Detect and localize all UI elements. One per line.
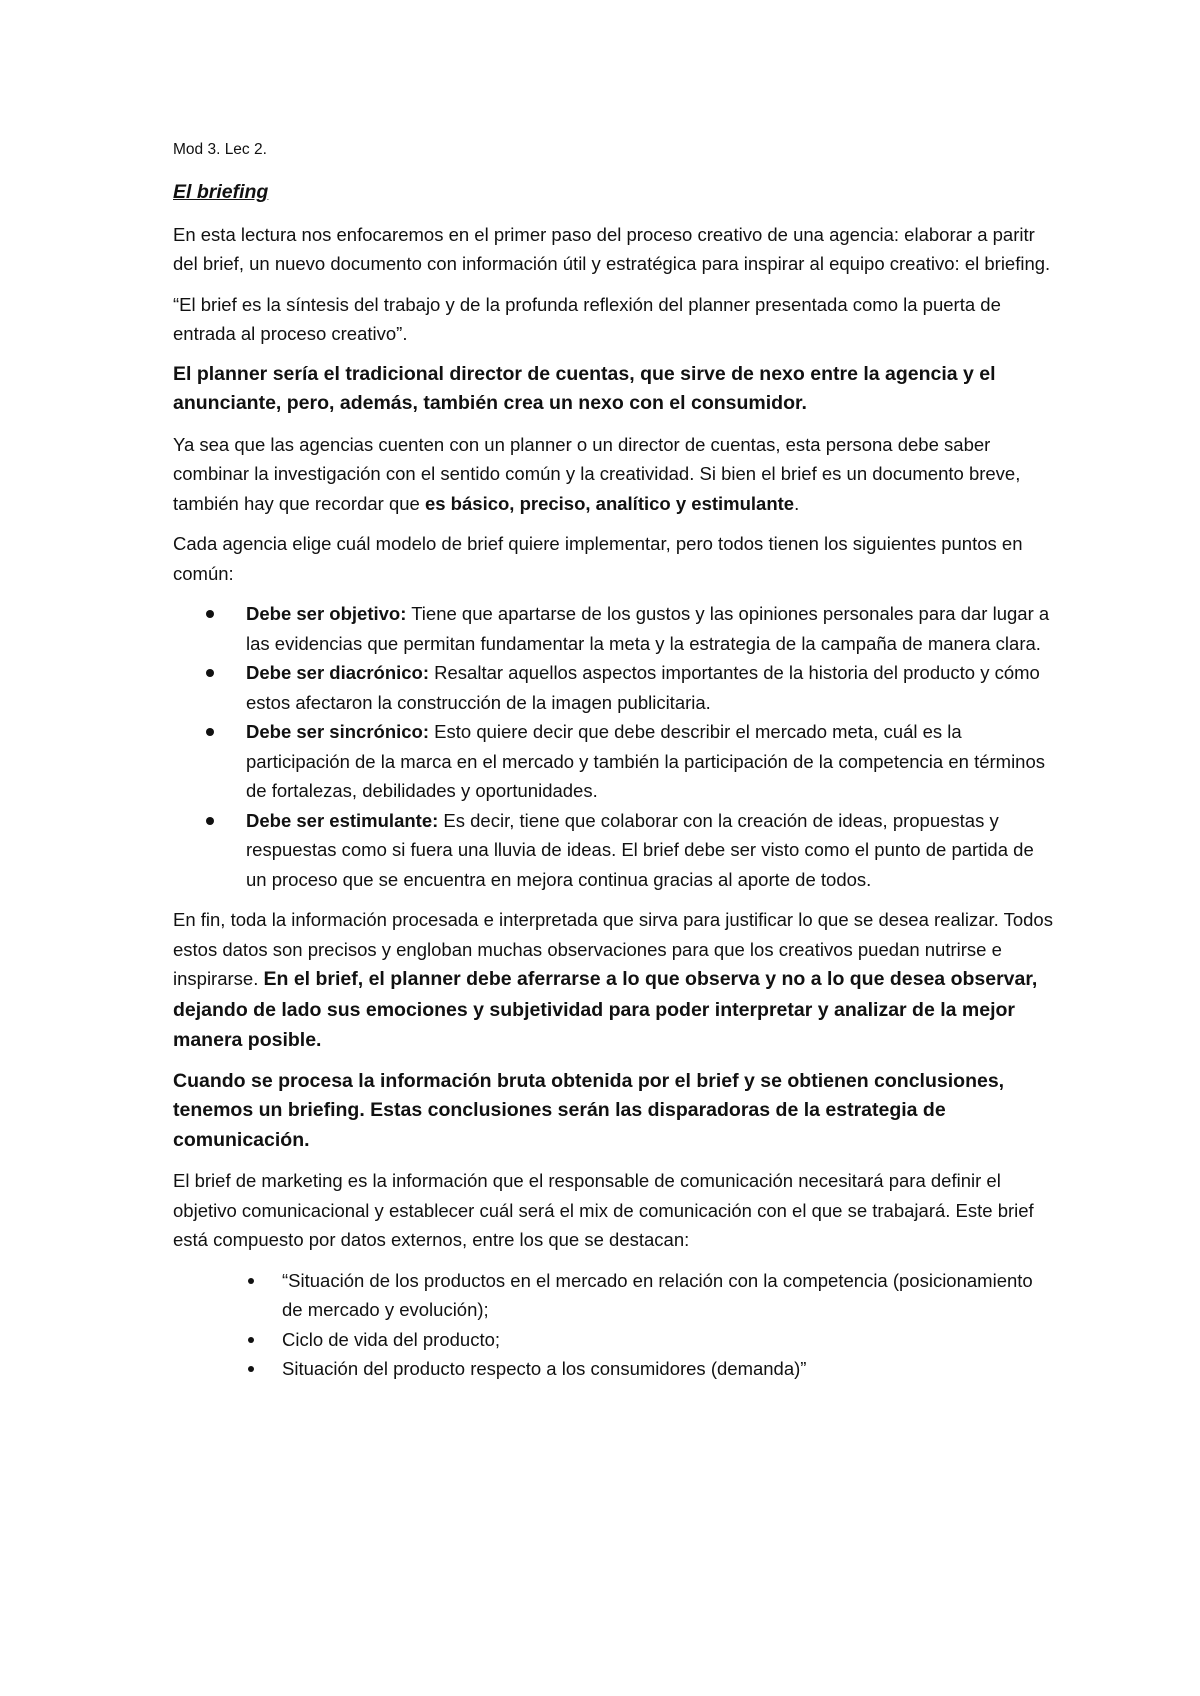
document-page [173,138,1053,1384]
list-item-text: Situación del producto respecto a los consumidores (demanda)” [282,1358,807,1379]
bullet-icon [206,728,214,736]
list-item-text: Resaltar aquellos aspectos importantes de la historia del producto y cómo estos afectaron la construcción de la imagen publicitaria. [246,662,1040,713]
bullet-icon [206,610,214,618]
list-item-label: Debe ser sincrónico: [246,721,430,742]
list-item-text: “Situación de los productos en el mercado en relación con la competencia (posicionamiento de mercado y evolución); [282,1269,1033,1320]
quote-paragraph: “El brief es la síntesis del trabajo y de la profunda reflexión del planner presentada como la puerta de entrada al proceso creativo”. [173,293,1001,344]
list-item [173,717,1053,806]
list-item-label: Debe ser diacrónico: [246,662,430,683]
features-list [173,599,1053,894]
bullet-icon [248,1337,254,1343]
list-item-text: Tiene que apartarse de los gustos y las opiniones personales para dar lugar a las evidencias que permitan fundamentar la meta y la estrategia de la campaña de manera clara. [246,603,1050,654]
marketing-brief-paragraph: El brief de marketing es la información que el responsable de comunicación necesitará para definir el objetivo comunicacional y establecer cuál será el mix de comunicación con el que se trabajará. Este brief está compuesto por datos externos, entre los que se destacan: [173,1170,1034,1250]
planner-description-paragraph [173,430,1053,519]
bullet-icon [206,817,214,825]
intro-paragraph: En esta lectura nos enfocaremos en el primer paso del proceso creativo de una agencia: elaborar a paritr del brief, un nuevo documento con información útil y estratégica para inspirar al equipo creativo: el briefing. [173,223,1051,274]
list-item [173,658,1053,717]
list-item [173,1354,1053,1384]
list-item [173,1325,1053,1355]
document-header: Mod 3. Lec 2. [173,141,267,158]
paragraph-bold-text: En el brief, el planner debe aferrarse a lo que observa y no a lo que desea observar, dejando de lado sus emociones y subjetividad para poder interpretar y analizar de la mejor manera posible. [173,968,1038,1051]
list-item-label: Debe ser estimulante: [246,809,439,831]
paragraph-text: Ya sea que las agencias cuenten con un planner o un director de cuentas, esta persona debe saber combinar la investigación con el sentido común y la creatividad. Si bien el brief es un documento breve, también hay que recordar que [173,433,1021,514]
bullet-icon [248,1366,254,1372]
document-title: El briefing [173,181,269,203]
conclusion-paragraph [173,905,1053,1056]
list-item [173,806,1053,895]
list-item [173,1266,1053,1325]
paragraph-text-end: . [794,492,800,514]
bullet-icon [248,1278,254,1284]
list-item-label: Debe ser objetivo: [246,603,407,624]
paragraph-text: En fin, toda la información procesada e interpretada que sirva para justificar lo que se desea realizar. Todos estos datos son precisos y engloban muchas observaciones para que los creativos puedan nutrirse e inspirarse. [173,909,1053,989]
external-data-list [173,1266,1053,1384]
bullet-icon [206,669,214,677]
list-item-text: Es decir, tiene que colaborar con la creación de ideas, propuestas y respuestas como si fuera una lluvia de ideas. El brief debe ser visto como el punto de partida de un proceso que se encuentra en mejora continua gracias al aporte de todos. [246,809,1034,890]
planner-paragraph: El planner sería el tradicional director de cuentas, que sirve de nexo entre la agencia y el anunciante, pero, además, también crea un nexo con el consumidor. [173,362,996,414]
list-item-text: Ciclo de vida del producto; [282,1328,501,1350]
paragraph-bold-text: es básico, preciso, analítico y estimulante [424,492,795,514]
models-paragraph: Cada agencia elige cuál modelo de brief quiere implementar, pero todos tienen los siguientes puntos en común: [173,533,1023,584]
briefing-paragraph: Cuando se procesa la información bruta obtenida por el brief y se obtienen conclusiones, tenemos un briefing. Estas conclusiones serán las disparadoras de la estrategia de comunicación. [173,1069,1005,1151]
list-item-text: Esto quiere decir que debe describir el mercado meta, cuál es la participación de la marca en el mercado y también la participación de la competencia en términos de fortalezas, debilidades y oportunidades. [246,721,1046,801]
list-item [173,599,1053,658]
